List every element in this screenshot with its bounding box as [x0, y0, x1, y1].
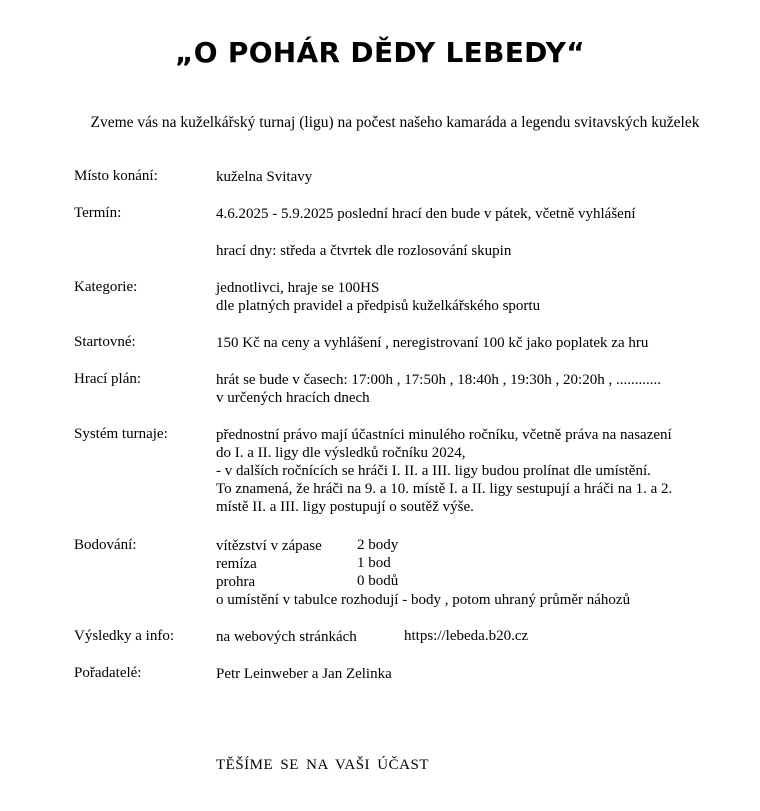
invitation-text: Zveme vás na kuželkářský turnaj (ligu) na počest našeho kamaráda a legendu svitavských kuželek [90, 114, 700, 131]
scoring-outcome: prohra [216, 574, 256, 590]
system-line: To znamená, že hráči na 9. a 10. místě I. a II. ligy sestupují a hráči na 1. a 2. [216, 481, 673, 497]
scoring-points: 0 bodů [357, 573, 399, 589]
poster-title: „O POHÁR DĚDY LEBEDY“ [175, 36, 585, 69]
results-label: Výsledky a info: [74, 628, 174, 644]
category-rules-line: dle platných pravidel a předpisů kuželkářského sportu [216, 298, 541, 314]
schedule-value [216, 371, 661, 407]
closing-line: TĚŠÍME SE NA VAŠI ÚČAST [216, 757, 429, 773]
scoring-row-draw [216, 555, 257, 573]
schedule-days-line: v určených hracích dnech [216, 390, 370, 406]
scoring-note: o umístění v tabulce rozhodují - body , potom uhraný průměr náhozů [216, 592, 631, 608]
system-line: do I. a II. ligy dle výsledků ročníku 2024, [216, 445, 466, 461]
scoring-points: 1 bod [357, 555, 391, 571]
organizers-value: Petr Leinweber a Jan Zelinka [216, 666, 392, 682]
system-label: Systém turnaje: [74, 426, 168, 442]
system-line: - v dalších ročnících se hráči I. II. a III. ligy budou prolínat dle umístění. [216, 463, 651, 479]
category-value [216, 279, 540, 315]
schedule-times-line: hrát se bude v časech: 17:00h , 17:50h , 18:40h , 19:30h , 20:20h , ............ [216, 372, 661, 388]
venue-value: kuželna Svitavy [216, 169, 313, 185]
schedule-label: Hrací plán: [74, 371, 142, 387]
scoring-outcome: vítězství v zápase [216, 538, 322, 554]
system-line: přednostní právo mají účastníci minulého ročníku, včetně práva na nasazení [216, 427, 672, 443]
scoring-points: 2 body [357, 537, 399, 553]
system-value [216, 426, 672, 516]
system-line: místě II. a III. ligy postupují o soutěž výše. [216, 499, 474, 515]
term-play-days: hrací dny: středa a čtvrtek dle rozlosování skupin [216, 243, 512, 259]
term-label: Termín: [74, 205, 122, 221]
venue-label: Místo konání: [74, 168, 158, 184]
scoring-outcome: remíza [216, 556, 257, 572]
scoring-row-loss [216, 573, 255, 591]
category-line: jednotlivci, hraje se 100HS [216, 280, 380, 296]
fee-label: Startovné: [74, 334, 136, 350]
term-dates: 4.6.2025 - 5.9.2025 poslední hrací den bude v pátek, včetně vyhlášení [216, 206, 636, 222]
fee-value: 150 Kč na ceny a vyhlášení , neregistrovaní 100 kč jako poplatek za hru [216, 335, 649, 351]
results-url-link[interactable]: https://lebeda.b20.cz [404, 628, 529, 644]
scoring-row-win [216, 537, 322, 555]
organizers-label: Pořadatelé: [74, 665, 142, 681]
scoring-label: Bodování: [74, 537, 137, 553]
category-label: Kategorie: [74, 279, 138, 295]
results-value: na webových stránkách [216, 629, 357, 645]
